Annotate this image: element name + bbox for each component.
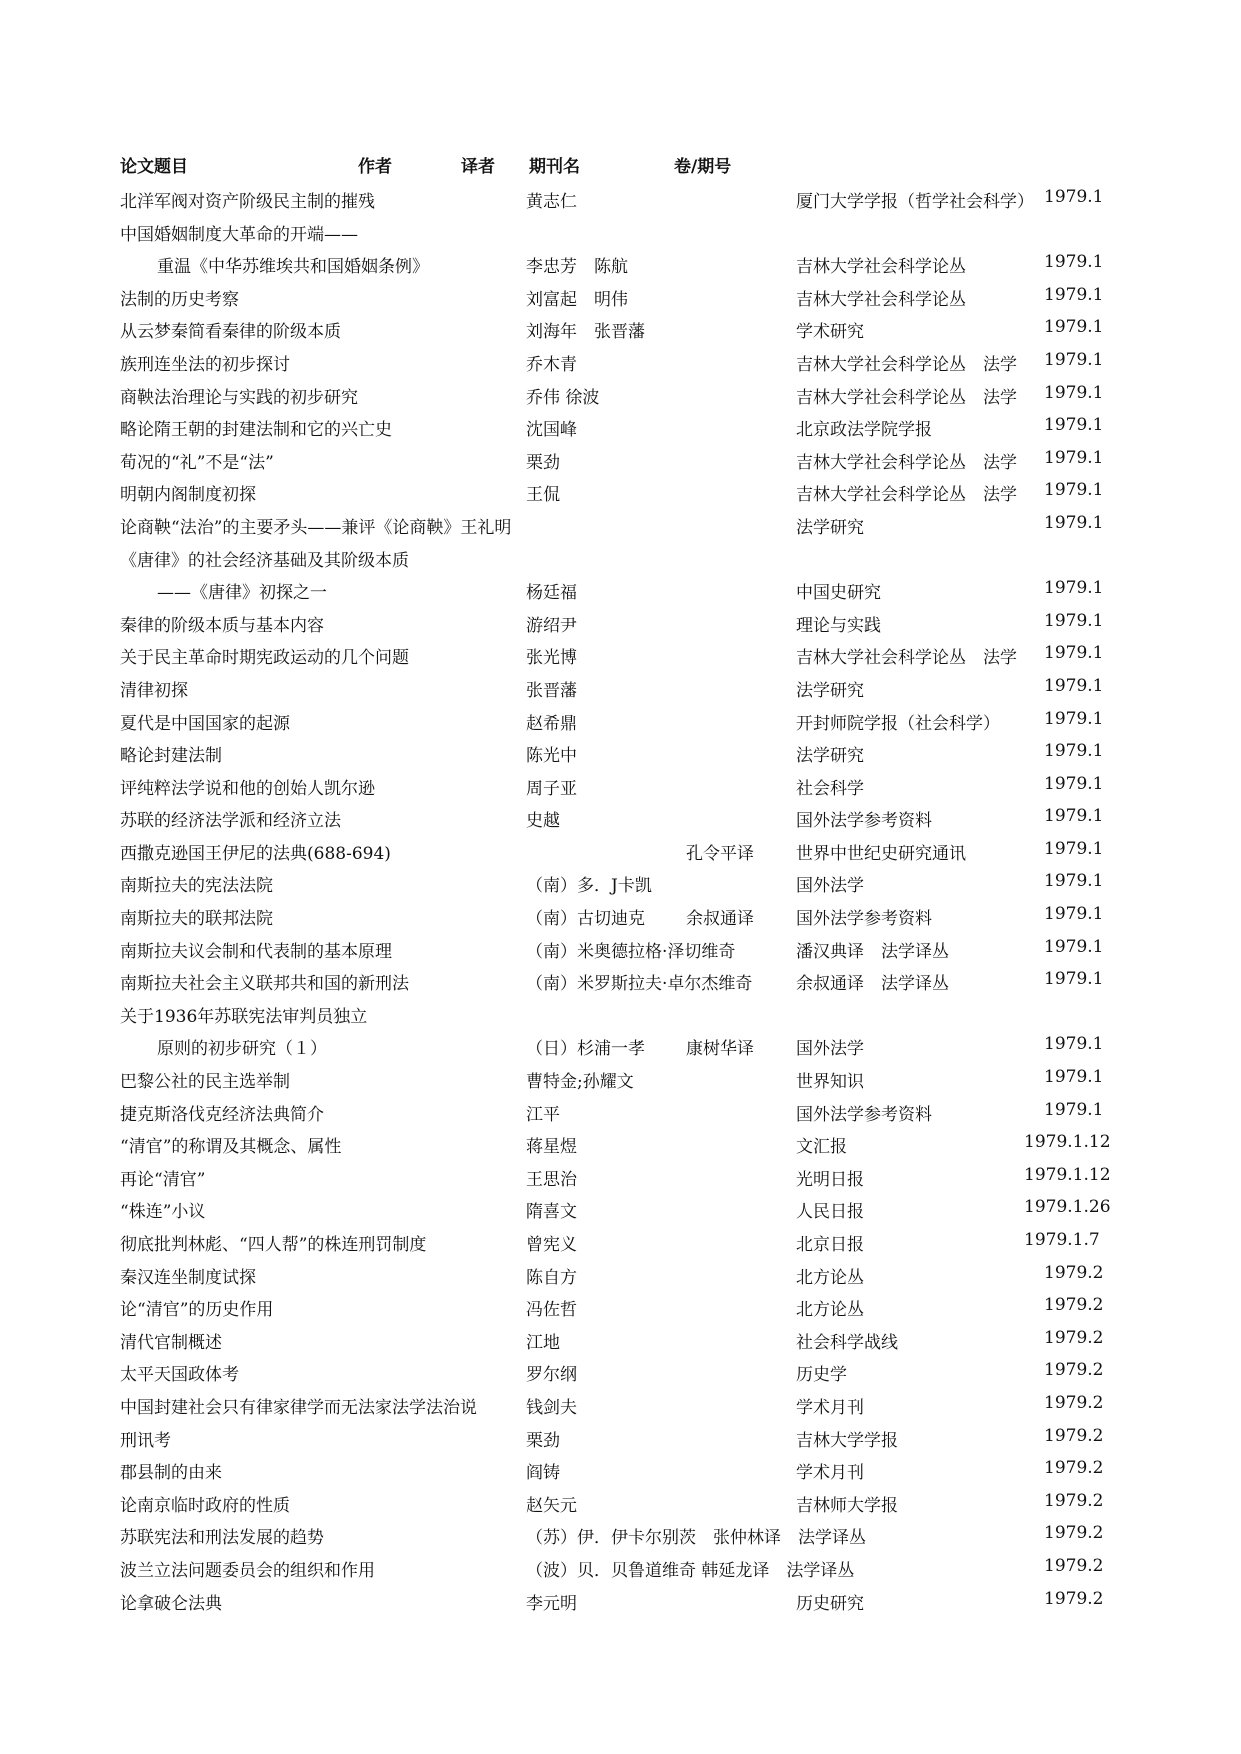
paper-author: 罗尔纲: [526, 1365, 577, 1386]
paper-title: 略论封建法制: [120, 746, 222, 767]
paper-journal: 厦门大学学报（哲学社会科学）: [796, 192, 1034, 212]
paper-author: 刘海年 张晋藩: [526, 322, 645, 343]
table-row: [0, 248, 1241, 281]
paper-title: 法制的历史考察: [120, 289, 239, 310]
paper-issue: 1979.1: [1044, 708, 1104, 729]
paper-journal: 吉林大学学报: [796, 1430, 898, 1451]
paper-title: 明朝内阁制度初探: [120, 485, 256, 506]
header-title: 论文题目: [120, 157, 188, 177]
paper-title: 太平天国政体考: [120, 1365, 239, 1386]
table-row: [0, 770, 1241, 803]
paper-journal: 人民日报: [796, 1202, 864, 1223]
paper-journal: 吉林大学社会科学论丛 法学: [796, 485, 1017, 506]
table-row: [0, 1519, 1241, 1552]
header-translator: 译者: [461, 157, 495, 177]
paper-journal: 国外法学: [796, 1039, 864, 1060]
paper-issue: 1979.1: [1044, 904, 1104, 925]
paper-journal: 北京日报: [796, 1235, 864, 1255]
paper-issue: 1979.1: [1044, 675, 1104, 696]
paper-journal: 历史学: [796, 1365, 847, 1386]
paper-title: 中国封建社会只有律家律学而无法家法学法治说: [120, 1397, 477, 1418]
paper-author: 刘富起 明伟: [526, 289, 628, 310]
paper-author: 曹特金;孙耀文: [526, 1072, 634, 1093]
table-row: [0, 965, 1241, 998]
paper-title: 荀况的“礼”不是“法”: [120, 452, 274, 473]
paper-author: 栗劲: [526, 452, 560, 473]
paper-journal: 世界中世纪史研究通讯: [796, 843, 966, 864]
table-row: [0, 1259, 1241, 1292]
table-row: [0, 1193, 1241, 1226]
paper-author: 阎铸: [526, 1463, 560, 1484]
paper-issue: 1979.1: [1044, 969, 1104, 990]
paper-author: 赵希鼎: [526, 713, 577, 734]
table-row: [0, 1030, 1241, 1063]
table-row: [0, 574, 1241, 607]
paper-journal: 历史研究: [796, 1593, 864, 1614]
paper-translator: 孔令平译: [686, 843, 754, 864]
paper-author: 陈光中: [526, 746, 577, 767]
paper-author: 赵矢元: [526, 1495, 577, 1516]
paper-issue: 1979.2: [1044, 1392, 1104, 1413]
paper-issue: 1979.1: [1044, 838, 1104, 859]
paper-title: 中国婚姻制度大革命的开端——: [120, 224, 358, 245]
table-row: [0, 1552, 1241, 1585]
paper-journal: 吉林大学社会科学论丛 法学: [796, 648, 1017, 669]
paper-issue: 1979.1: [1044, 871, 1104, 892]
paper-title: 西撒克逊国王伊尼的法典(688-694): [120, 843, 391, 864]
paper-title: 北洋军阀对资产阶级民主制的摧残: [120, 192, 375, 212]
paper-author: （波）贝．贝鲁道维奇 韩延龙译 法学译丛: [526, 1560, 855, 1581]
paper-title: 苏联宪法和刑法发展的趋势: [120, 1528, 324, 1549]
paper-title: “株连”小议: [120, 1202, 206, 1223]
header-author: 作者: [358, 157, 392, 177]
paper-journal: 社会科学: [796, 778, 864, 799]
paper-title: ——《唐律》初探之一: [157, 583, 327, 604]
paper-issue: 1979.1: [1044, 643, 1104, 664]
paper-author: 周子亚: [526, 778, 577, 799]
paper-author: 李忠芳 陈航: [526, 257, 628, 278]
paper-journal: 学术月刊: [796, 1397, 864, 1418]
paper-journal: 吉林大学社会科学论丛 法学: [796, 452, 1017, 473]
paper-author: 曾宪义: [526, 1235, 577, 1255]
paper-journal: 法学研究: [796, 517, 864, 538]
paper-journal: 国外法学参考资料: [796, 1104, 932, 1125]
table-row: [0, 1422, 1241, 1455]
paper-journal: 余叔通译 法学译丛: [796, 974, 949, 995]
paper-title: 《唐律》的社会经济基础及其阶级本质: [120, 550, 409, 571]
table-row: [0, 672, 1241, 705]
paper-issue: 1979.1: [1044, 1099, 1104, 1120]
paper-issue: 1979.1.12: [1024, 1164, 1111, 1185]
paper-title: 清律初探: [120, 680, 188, 701]
paper-author: 栗劲: [526, 1430, 560, 1451]
paper-issue: 1979.1: [1044, 1067, 1104, 1088]
paper-issue: 1979.1: [1044, 187, 1104, 207]
table-row: [0, 1226, 1241, 1259]
paper-title: 彻底批判林彪、“四人帮”的株连刑罚制度: [120, 1235, 427, 1255]
paper-title: “清官”的称谓及其概念、属性: [120, 1137, 342, 1158]
paper-list: [0, 183, 1241, 1617]
table-row: [0, 1585, 1241, 1618]
paper-journal: 吉林大学社会科学论丛: [796, 257, 966, 278]
paper-journal: 国外法学参考资料: [796, 811, 932, 832]
paper-journal: 文汇报: [796, 1137, 847, 1158]
table-row: [0, 1356, 1241, 1389]
paper-journal: 理论与实践: [796, 615, 881, 636]
paper-title: 再论“清官”: [120, 1169, 206, 1190]
paper-journal: 吉林大学社会科学论丛 法学: [796, 354, 1017, 375]
paper-title: 评纯粹法学说和他的创始人凯尔逊: [120, 778, 375, 799]
paper-author: 乔木青: [526, 354, 577, 375]
paper-issue: 1979.2: [1044, 1523, 1104, 1544]
paper-issue: 1979.1: [1044, 610, 1104, 631]
paper-issue: 1979.1.7: [1024, 1230, 1100, 1250]
paper-title: 秦律的阶级本质与基本内容: [120, 615, 324, 636]
paper-issue: 1979.2: [1044, 1458, 1104, 1479]
paper-issue: 1979.1: [1044, 317, 1104, 338]
paper-author: 游绍尹: [526, 615, 577, 636]
table-row: [0, 281, 1241, 314]
paper-title: 南斯拉夫的宪法法院: [120, 876, 273, 897]
paper-title: 郡县制的由来: [120, 1463, 222, 1484]
paper-author: 张光博: [526, 648, 577, 669]
table-row: [0, 1454, 1241, 1487]
paper-title: 刑讯考: [120, 1430, 171, 1451]
table-row: [0, 379, 1241, 412]
paper-journal: 学术月刊: [796, 1463, 864, 1484]
table-row: [0, 1063, 1241, 1096]
table-header: [0, 152, 1241, 180]
paper-author: 李元明: [526, 1593, 577, 1614]
paper-author: 钱剑夫: [526, 1397, 577, 1418]
paper-title: 论“清官”的历史作用: [120, 1300, 274, 1321]
paper-title: 论拿破仑法典: [120, 1593, 222, 1614]
paper-author: 蒋星煜: [526, 1137, 577, 1158]
paper-title: 南斯拉夫社会主义联邦共和国的新刑法: [120, 974, 409, 995]
paper-title: 从云梦秦简看秦律的阶级本质: [120, 322, 341, 343]
paper-issue: 1979.2: [1044, 1490, 1104, 1511]
paper-journal: 吉林大学社会科学论丛 法学: [796, 387, 1017, 408]
paper-journal: 北方论丛: [796, 1300, 864, 1321]
paper-journal: 法学研究: [796, 746, 864, 767]
table-row: [0, 1324, 1241, 1357]
paper-issue: 1979.1: [1044, 382, 1104, 403]
table-row: [0, 476, 1241, 509]
paper-issue: 1979.1: [1044, 480, 1104, 501]
paper-issue: 1979.1: [1044, 806, 1104, 827]
paper-author: 江地: [526, 1332, 560, 1353]
paper-author: （日）杉浦一孝: [526, 1039, 645, 1060]
paper-issue: 1979.1: [1044, 741, 1104, 762]
paper-issue: 1979.2: [1044, 1588, 1104, 1609]
header-journal: 期刊名: [529, 157, 580, 177]
paper-translator: 余叔通译: [686, 909, 754, 930]
table-row: [0, 933, 1241, 966]
table-row: [0, 737, 1241, 770]
table-row: [0, 1096, 1241, 1129]
paper-title: 论南京临时政府的性质: [120, 1495, 290, 1516]
paper-title: 南斯拉夫议会制和代表制的基本原理: [120, 941, 392, 962]
table-row: [0, 835, 1241, 868]
paper-title: 苏联的经济法学派和经济立法: [120, 811, 341, 832]
paper-title: 清代官制概述: [120, 1332, 222, 1353]
table-row: [0, 346, 1241, 379]
paper-translator: 康树华译: [686, 1039, 754, 1060]
paper-issue: 1979.2: [1044, 1360, 1104, 1381]
paper-issue: 1979.2: [1044, 1262, 1104, 1283]
paper-author: 王侃: [526, 485, 560, 506]
paper-author: 黄志仁: [526, 192, 577, 212]
paper-author: 乔伟 徐波: [526, 387, 600, 408]
paper-title: 南斯拉夫的联邦法院: [120, 909, 273, 930]
paper-journal: 法学研究: [796, 680, 864, 701]
paper-author: （南）米罗斯拉夫·卓尔杰维奇: [526, 974, 753, 995]
paper-author: （南）古切迪克: [526, 909, 645, 930]
paper-issue: 1979.1: [1044, 773, 1104, 794]
paper-journal: 北京政法学院学报: [796, 420, 932, 441]
paper-issue: 1979.1: [1044, 349, 1104, 370]
table-row: [0, 1161, 1241, 1194]
paper-author: 沈国峰: [526, 420, 577, 441]
table-row: [0, 1128, 1241, 1161]
paper-journal: 国外法学: [796, 876, 864, 897]
table-row: [0, 867, 1241, 900]
paper-journal: 吉林师大学报: [796, 1495, 898, 1516]
table-row: [0, 998, 1241, 1031]
paper-issue: 1979.1: [1044, 415, 1104, 436]
paper-author: （南）米奥德拉格·泽切维奇: [526, 941, 736, 962]
paper-journal: 光明日报: [796, 1169, 864, 1190]
paper-issue: 1979.2: [1044, 1295, 1104, 1316]
paper-author: 杨廷福: [526, 583, 577, 604]
paper-journal: 潘汉典译 法学译丛: [796, 941, 949, 962]
paper-title: 略论隋王朝的封建法制和它的兴亡史: [120, 420, 392, 441]
paper-issue: 1979.2: [1044, 1425, 1104, 1446]
paper-issue: 1979.1.26: [1024, 1197, 1111, 1218]
paper-issue: 1979.1: [1044, 1034, 1104, 1055]
table-row: [0, 1389, 1241, 1422]
paper-journal: 北方论丛: [796, 1267, 864, 1288]
paper-journal: 世界知识: [796, 1072, 864, 1093]
table-row: [0, 411, 1241, 444]
paper-issue: 1979.1: [1044, 252, 1104, 273]
table-row: [0, 1291, 1241, 1324]
table-row: [0, 1487, 1241, 1520]
paper-title: 秦汉连坐制度试探: [120, 1267, 256, 1288]
paper-title: 夏代是中国国家的起源: [120, 713, 290, 734]
paper-title: 原则的初步研究（１）: [157, 1039, 327, 1060]
paper-issue: 1979.1: [1044, 936, 1104, 957]
paper-issue: 1979.1: [1044, 447, 1104, 468]
paper-author: 史越: [526, 811, 560, 832]
paper-issue: 1979.1: [1044, 578, 1104, 599]
table-row: [0, 313, 1241, 346]
paper-title: 巴黎公社的民主选举制: [120, 1072, 290, 1093]
paper-author: （苏）伊．伊卡尔别茨 张仲林译 法学译丛: [526, 1528, 866, 1549]
paper-journal: 国外法学参考资料: [796, 909, 932, 930]
paper-author: 王思治: [526, 1169, 577, 1190]
paper-journal: 社会科学战线: [796, 1332, 898, 1353]
paper-issue: 1979.1.12: [1024, 1132, 1111, 1153]
paper-author: 冯佐哲: [526, 1300, 577, 1321]
paper-title: 捷克斯洛伐克经济法典简介: [120, 1104, 324, 1125]
table-row: [0, 216, 1241, 249]
paper-issue: 1979.1: [1044, 512, 1104, 533]
table-row: [0, 509, 1241, 542]
table-row: [0, 183, 1241, 216]
paper-journal: 开封师院学报（社会科学）: [796, 713, 1000, 734]
table-row: [0, 900, 1241, 933]
table-row: [0, 444, 1241, 477]
paper-author: 张晋藩: [526, 680, 577, 701]
table-row: [0, 542, 1241, 575]
paper-journal: 吉林大学社会科学论丛: [796, 289, 966, 310]
paper-author: 江平: [526, 1104, 560, 1125]
paper-author: 陈自方: [526, 1267, 577, 1288]
paper-author: 隋喜文: [526, 1202, 577, 1223]
paper-issue: 1979.2: [1044, 1555, 1104, 1576]
paper-title: 商鞅法治理论与实践的初步研究: [120, 387, 358, 408]
paper-title: 关于1936年苏联宪法审判员独立: [120, 1006, 368, 1027]
paper-title: 族刑连坐法的初步探讨: [120, 354, 290, 375]
table-row: [0, 607, 1241, 640]
paper-journal: 中国史研究: [796, 583, 881, 604]
paper-journal: 学术研究: [796, 322, 864, 343]
table-row: [0, 705, 1241, 738]
paper-title: 关于民主革命时期宪政运动的几个问题: [120, 648, 409, 669]
paper-title: 论商鞅“法治”的主要矛头——兼评《论商鞅》王礼明: [120, 517, 512, 538]
paper-author: （南）多．J卡凯: [526, 876, 652, 897]
header-issue: 卷/期号: [674, 157, 732, 177]
table-row: [0, 639, 1241, 672]
paper-title: 重温《中华苏维埃共和国婚姻条例》: [157, 257, 429, 278]
table-row: [0, 802, 1241, 835]
paper-issue: 1979.1: [1044, 284, 1104, 305]
paper-issue: 1979.2: [1044, 1327, 1104, 1348]
paper-title: 波兰立法问题委员会的组织和作用: [120, 1560, 375, 1581]
